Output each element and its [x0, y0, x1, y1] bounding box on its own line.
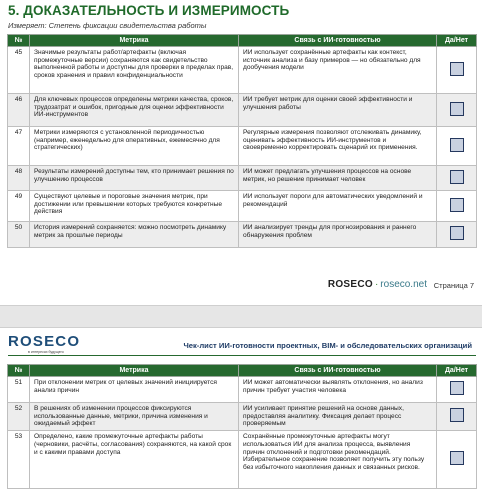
row-ai-link: ИИ может автоматически выявлять отклонения, но анализ причин требует участия человека [239, 377, 437, 403]
col-metric: Метрика [30, 365, 239, 377]
row-metric: Определено, какие промежуточные артефакты работы (черновики, расчёты, согласования) сохраняются, на какой срок и с какими правами доступа [30, 431, 239, 489]
col-ai-link: Связь с ИИ-готовностью [239, 365, 437, 377]
footer-dot-icon: · [374, 279, 379, 290]
footer-url[interactable]: roseco.net [380, 279, 427, 290]
row-metric: Существуют целевые и пороговые значения метрик, при достижении или превышении которых требуются конкретные действия [30, 191, 239, 222]
col-number: № [8, 365, 30, 377]
row-metric: В решениях об изменении процессов фиксируются использованные данные, метрики, причина изменения и ожидаемый эффект [30, 403, 239, 431]
row-number: 52 [8, 403, 30, 431]
row-ai-link: ИИ использует пороги для автоматических уведомлений и рекомендаций [239, 191, 437, 222]
row-ai-link: ИИ может предлагать улучшения процессов на основе метрик, но решение принимает человек [239, 166, 437, 191]
logo-tagline: в интересах будущего [28, 350, 64, 354]
page-number: Страница 7 [433, 281, 474, 290]
table-row [8, 127, 477, 166]
row-number: 51 [8, 377, 30, 403]
row-metric: Результаты измерений доступны тем, кто принимает решения по улучшению процессов [30, 166, 239, 191]
table-row [8, 377, 477, 403]
table-row [8, 191, 477, 222]
row-number: 49 [8, 191, 30, 222]
table-row [8, 431, 477, 489]
table-row [8, 222, 477, 248]
page-8 [0, 328, 482, 500]
col-yes-no: Да/Нет [437, 35, 477, 47]
yes-no-checkbox[interactable] [450, 381, 464, 395]
row-ai-link: ИИ требует метрик для оценки своей эффективности и улучшения работы [239, 94, 437, 127]
table-row [8, 47, 477, 94]
table-row [8, 166, 477, 191]
table-header [8, 365, 477, 377]
section-title: 5. ДОКАЗАТЕЛЬНОСТЬ И ИЗМЕРИМОСТЬ [8, 3, 290, 18]
page-footer [0, 279, 482, 293]
footer-brand: ROSECO [327, 279, 373, 290]
row-ai-link: ИИ усиливает принятие решений на основе данных, предоставляя аналитику. Фиксация делает процесс проверяемым [239, 403, 437, 431]
yes-no-checkbox[interactable] [450, 198, 464, 212]
checklist-table-2 [7, 364, 477, 489]
row-metric: При отклонении метрик от целевых значений инициируется анализ причин [30, 377, 239, 403]
yes-no-checkbox[interactable] [450, 226, 464, 240]
table-row [8, 94, 477, 127]
roseco-logo [8, 333, 80, 354]
yes-no-checkbox[interactable] [450, 170, 464, 184]
col-metric: Метрика [30, 35, 239, 47]
row-number: 45 [8, 47, 30, 94]
yes-no-checkbox[interactable] [450, 408, 464, 422]
yes-no-checkbox[interactable] [450, 451, 464, 465]
row-number: 48 [8, 166, 30, 191]
page-separator [0, 305, 482, 328]
table-header [8, 35, 477, 47]
header-divider [8, 355, 476, 356]
table-row [8, 403, 477, 431]
col-yes-no: Да/Нет [437, 365, 477, 377]
row-metric: Для ключевых процессов определены метрики качества, сроков, трудозатрат и ошибок, пригодные для оценки эффективности ИИ-инструментов [30, 94, 239, 127]
document-header-title: Чек-лист ИИ-готовности проектных, BIM- и обследовательских организаций [183, 341, 472, 350]
checklist-table-1 [7, 34, 477, 248]
yes-no-checkbox[interactable] [450, 102, 464, 116]
row-metric: Значимые результаты работ/артефакты (включая промежуточные версии) сохраняются как свидетельство выполненной работы и доступны для проверки в пределах прав, сроков хранения и правил конфиденциальности [30, 47, 239, 94]
row-number: 53 [8, 431, 30, 489]
row-ai-link: ИИ анализирует тренды для прогнозирования и раннего обнаружения проблем [239, 222, 437, 248]
row-number: 47 [8, 127, 30, 166]
row-ai-link: ИИ использует сохранённые артефакты как контекст, источник анализа и базу примеров — но обязательно для дообучения модели [239, 47, 437, 94]
col-number: № [8, 35, 30, 47]
section-subtitle: Измеряет: Степень фиксации свидетельства работы [8, 21, 207, 30]
row-number: 50 [8, 222, 30, 248]
row-ai-link: Сохранённые промежуточные артефакты могут использоваться ИИ для анализа процесса, выявления причин отклонений и подготовки рекомендаций. Избирательное сохранение позволяет получить эту пользу без избыточного накопления данных и связанных рисков. [239, 431, 437, 489]
logo-wordmark: ROSECO [8, 333, 81, 350]
yes-no-checkbox[interactable] [450, 62, 464, 76]
row-ai-link: Регулярные измерения позволяют отслеживать динамику, оценивать эффективность ИИ-инструментов и своевременно корректировать сценарий их применения. [239, 127, 437, 166]
row-metric: История измерений сохраняется: можно посмотреть динамику метрик за прошлые периоды [30, 222, 239, 248]
col-ai-link: Связь с ИИ-готовностью [239, 35, 437, 47]
row-number: 46 [8, 94, 30, 127]
yes-no-checkbox[interactable] [450, 138, 464, 152]
row-metric: Метрики измеряются с установленной периодичностью (например, еженедельно для оперативных, ежемесячно для стратегических) [30, 127, 239, 166]
